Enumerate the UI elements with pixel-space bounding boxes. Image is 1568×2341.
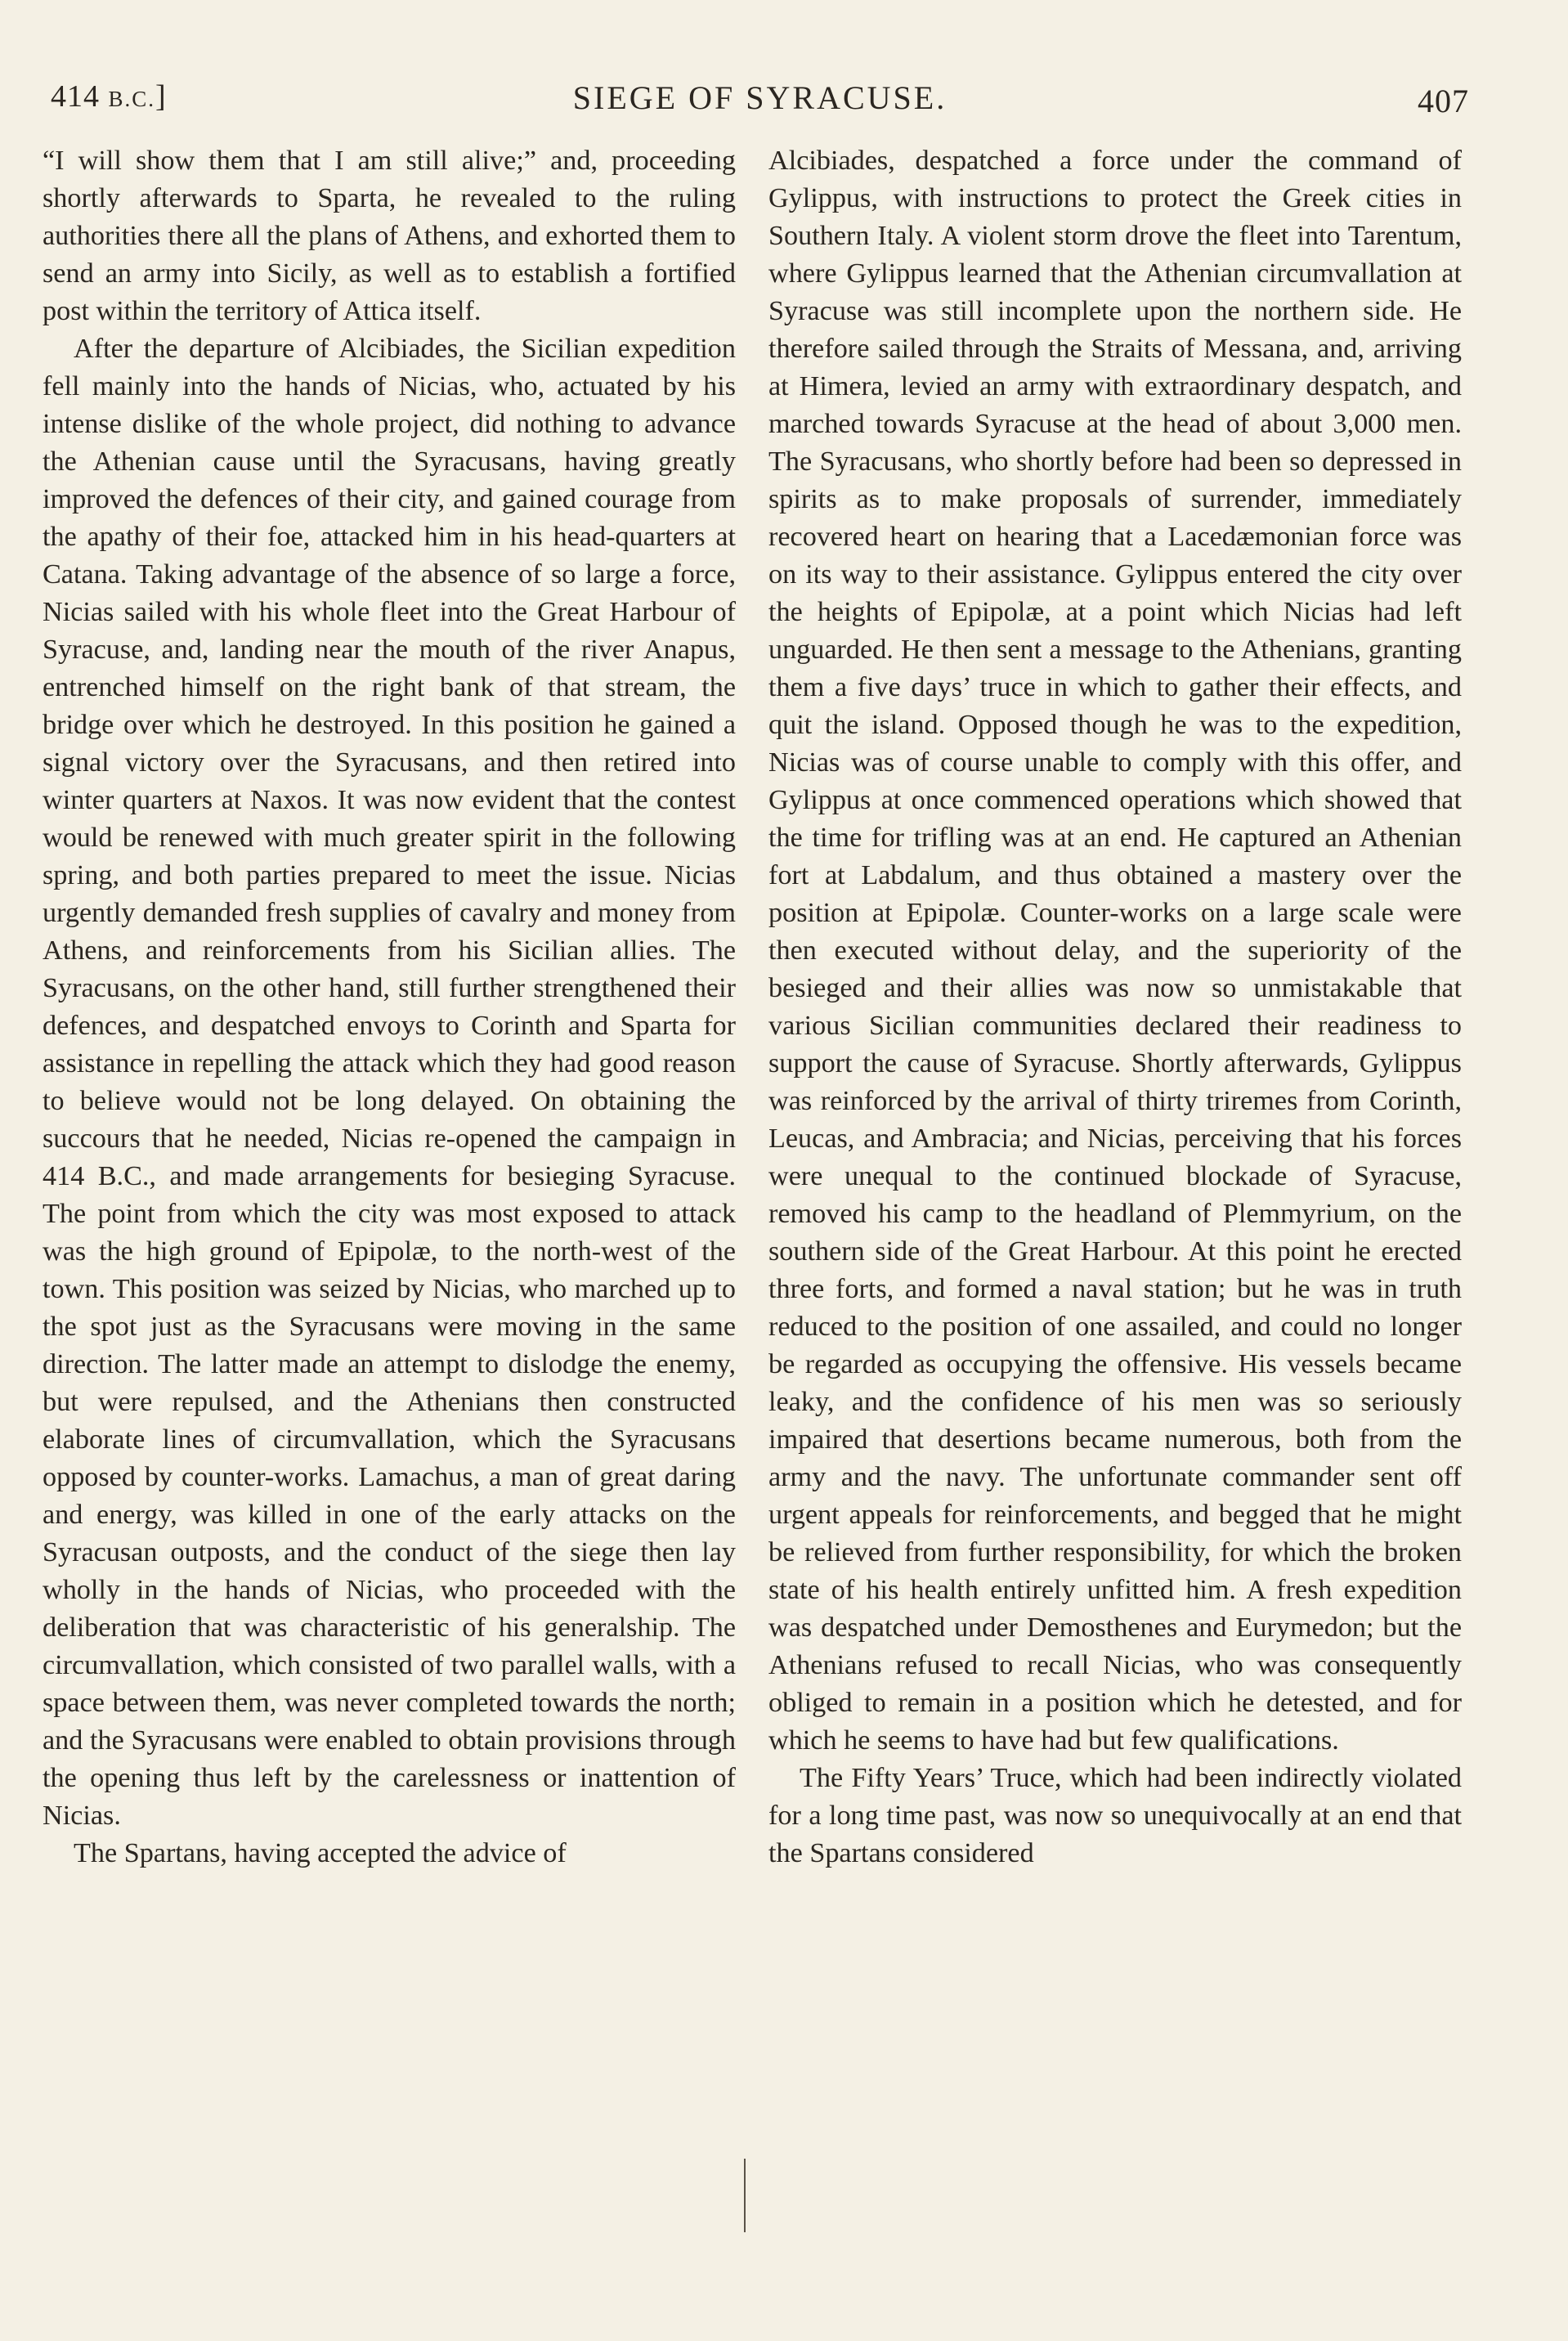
paragraph: The Spartans, having accepted the advice of <box>74 1838 567 1868</box>
paragraph: Alcibiades, despatched a force under the command of Gylippus, with instructions to protect the Greek cities in Southern Italy. A violent storm drove the fleet into Tarentum, where Gylippus learned that the Athenian circumvallation at Syracuse was still incomplete upon the northern side. He therefore sailed through the Straits of Messana, and, arriving at Himera, levied an army with extraordinary despatch, and marched towards Syracuse at the head of about 3,000 men. The Syracusans, who shortly before had been so depressed in spirits as to make proposals of surrender, immediately recovered heart on hearing that a Lacedæmonian force was on its way to their assistance. Gylippus entered the city over the heights of Epipolæ, at a point which Nicias had left unguarded. He then sent a message to the Athenians, granting them a five days’ truce in which to gather their effects, and quit the island. Opposed though he was to the expedition, Nicias was of course unable to comply with this offer, and Gylippus at once commenced operations which showed that the time for trifling was at an end. He captured an Athenian fort at Labdalum, and thus obtained a mastery over the position at Epipolæ. Counter-works on a large scale were then executed without delay, and the superiority of the besieged and their allies was now so unmistakable that various Sicilian communities declared their readiness to support the cause of Syracuse. Shortly afterwards, Gylippus was reinforced by the arrival of thirty triremes from Corinth, Leucas, and Ambracia; and Nicias, perceiving that his forces were unequal to the continued blockade of Syracuse, removed his camp to the headland of Plemmyrium, on the southern side of the Great Harbour. At this point he erected three forts, and formed a naval station; but he was in truth reduced to the position of one assailed, and could no longer be regarded as occupying the offensive. His vessels became leaky, and the confidence of his men was so seriously impaired that desertions became numerous, both from the army and the navy. The unfortunate commander sent off urgent appeals for reinforcements, and begged that he might be relieved from further responsibility, for which the broken state of his health entirely unfitted him. A fresh expedition was despatched under Demosthenes and Eurymedon; but the Athenians refused to recall Nicias, who was consequently obliged to remain in a position which he detested, and for which he seems to have had but few qualifications. <box>768 146 1462 1756</box>
left-column <box>43 142 736 1872</box>
paragraph: After the departure of Alcibiades, the Sicilian expedition fell mainly into the hands of Nicias, who, actuated by his intense dislike of the whole project, did nothing to advance the Athenian cause until the Syracusans, having greatly improved the defences of their city, and gained courage from the apathy of their foe, attacked him in his head-quarters at Catana. Taking advantage of the absence of so large a force, Nicias sailed with his whole fleet into the Great Harbour of Syracuse, and, landing near the mouth of the river Anapus, entrenched himself on the right bank of that stream, the bridge over which he destroyed. In this position he gained a signal victory over the Syracusans, and then retired into winter quarters at Naxos. It was now evident that the contest would be renewed with much greater spirit in the following spring, and both parties prepared to meet the issue. Nicias urgently demanded fresh supplies of cavalry and money from Athens, and reinforcements from his Sicilian allies. The Syracusans, on the other hand, still further strengthened their defences, and despatched envoys to Corinth and Sparta for assistance in repelling the attack which they had good reason to believe would not be long delayed. On obtaining the succours that he needed, Nicias re-opened the campaign in 414 B.C., and made arrangements for besieging Syracuse. The point from which the city was most exposed to attack was the high ground of Epipolæ, to the north-west of the town. This position was seized by Nicias, who marched up to the spot just as the Syracusans were moving in the same direction. The latter made an attempt to dislodge the enemy, but were repulsed, and the Athenians then constructed elaborate lines of circumvallation, which the Syracusans opposed by counter-works. Lamachus, a man of great daring and energy, was killed in one of the early attacks on the Syracusan outposts, and the conduct of the siege then lay wholly in the hands of Nicias, who proceeded with the deliberation that was characteristic of his generalship. The circumvallation, which consisted of two parallel walls, with a space between them, was never completed towards the north; and the Syracusans were enabled to obtain provisions through the opening thus left by the carelessness or inattention of Nicias. <box>43 334 736 1831</box>
paragraph: The Fifty Years’ Truce, which had been indirectly violated for a long time past, was now so unequivocally at an end that the Spartans considered <box>768 1763 1462 1868</box>
running-head <box>51 74 1469 123</box>
running-head-year: 414 <box>51 79 100 114</box>
column-rule <box>744 2159 746 2232</box>
running-head-title: SIEGE OF SYRACUSE. <box>572 79 948 116</box>
paragraph: “I will show them that I am still alive;” and, proceeding shortly afterwards to Sparta, he revealed to the ruling authorities there all the plans of Athens, and exhorted them to send an army into Sicily, as well as to establish a fortified post within the territory of Attica itself. <box>43 146 736 326</box>
running-head-era: B.C. <box>108 87 156 111</box>
page-number: 407 <box>1418 83 1469 119</box>
running-head-bracket: ] <box>155 79 167 114</box>
right-column <box>768 142 1462 1872</box>
